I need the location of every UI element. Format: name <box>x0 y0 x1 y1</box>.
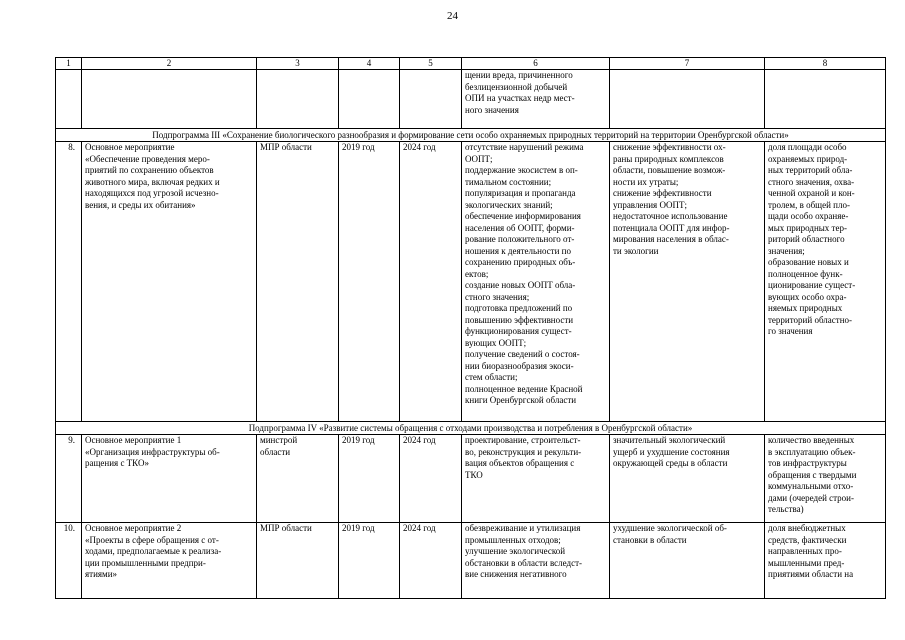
indicators: доля площади особо охраняемых природ- ных территорий обла- стного значения, охва- ченной охраной и кон- тролем, в общей пло- щади особо охраняе- мых природных тер- риторий областного значения; образование новых и полноценное функ- ционирование сущест- вующих особо охра- няемых природных территорий областно- го значения <box>765 142 886 422</box>
end-year: 2024 год <box>400 142 462 422</box>
header-cell: 6 <box>462 58 610 70</box>
measures-table <box>55 57 886 599</box>
table-cell <box>339 70 400 129</box>
measure-name: Основное мероприятие «Обеспечение проведения меро- приятий по сохранению объектов животного мира, включая редких и находящихся под угрозой исчезно- вения, и среды их обитания» <box>82 142 257 422</box>
table-row <box>56 435 886 523</box>
expected-result: проектирование, строительст- во, реконструкция и рекульти- вация объектов обращения с ТКО <box>462 435 610 523</box>
executor: МПР области <box>257 142 339 422</box>
table-cell <box>82 70 257 129</box>
measure-name: Основное мероприятие 2 «Проекты в сфере обращения с от- ходами, предполагаемые к реализа- ции промышленными предпри- ятиями» <box>82 523 257 599</box>
expected-result: отсутствие нарушений режима ООПТ; поддержание экосистем в оп- тимальном состоянии; популяризация и пропаганда экологических знаний; обеспечение информирования населения об ООПТ, форми- рование положительного от- ношения к деятельности по сохранению природных объ- ектов; создание новых ООПТ обла- стного значения; подготовка предложений по повышению эффективности функционирования сущест- вующих ООПТ; получение сведений о состоя- нии биоразнообразия экоси- стем области; полноценное ведение Красной книги Оренбургской области <box>462 142 610 422</box>
end-year: 2024 год <box>400 435 462 523</box>
end-year: 2024 год <box>400 523 462 599</box>
table-cell <box>56 70 82 129</box>
consequences: значительный экологический ущерб и ухудшение состояния окружающей среды в области <box>610 435 765 523</box>
measure-name: Основное мероприятие 1 «Организация инфраструктуры об- ращения с ТКО» <box>82 435 257 523</box>
table-cell <box>610 70 765 129</box>
header-row <box>56 58 886 70</box>
indicators: количество введенных в эксплуатацию объек- тов инфраструктуры обращения с твердыми коммунальными отхо- дами (очередей строи- тельства) <box>765 435 886 523</box>
expected-result: обезвреживание и утилизация промышленных отходов; улучшение экологической обстановки в области вследст- вие снижения негативного <box>462 523 610 599</box>
page-number: 24 <box>447 10 458 22</box>
indicators: доля внебюджетных средств, фактически направленных про- мышленными пред- приятиями области на <box>765 523 886 599</box>
executor: минстрой области <box>257 435 339 523</box>
start-year: 2019 год <box>339 142 400 422</box>
header-cell: 8 <box>765 58 886 70</box>
executor: МПР области <box>257 523 339 599</box>
continuation-row <box>56 70 886 129</box>
header-cell: 3 <box>257 58 339 70</box>
table-cell-results: щении вреда, причиненного безлицензионной добычей ОПИ на участках недр мест- ного значения <box>462 70 610 129</box>
subprogram-row <box>56 422 886 435</box>
start-year: 2019 год <box>339 435 400 523</box>
consequences: снижение эффективности ох- раны природных комплексов области, повышение возмож- ности их утраты; снижение эффективности управления ООПТ; недостаточное использование потенциала ООПТ для инфор- мирования населения в облас- ти экологии <box>610 142 765 422</box>
subprogram-row <box>56 129 886 142</box>
header-cell: 2 <box>82 58 257 70</box>
subprogram-3-title: Подпрограмма III «Сохранение биологического разнообразия и формирование сети особо охраняемых природных территорий на территории Оренбургской области» <box>56 129 886 142</box>
table-cell <box>765 70 886 129</box>
start-year: 2019 год <box>339 523 400 599</box>
row-number: 10. <box>56 523 82 599</box>
header-cell: 4 <box>339 58 400 70</box>
table-cell <box>257 70 339 129</box>
table-row <box>56 523 886 599</box>
header-cell: 5 <box>400 58 462 70</box>
subprogram-4-title: Подпрограмма IV «Развитие системы обращения с отходами производства и потребления в Оренбургской области» <box>56 422 886 435</box>
consequences: ухудшение экологической об- становки в области <box>610 523 765 599</box>
row-number: 8. <box>56 142 82 422</box>
table-cell <box>400 70 462 129</box>
header-cell: 1 <box>56 58 82 70</box>
row-number: 9. <box>56 435 82 523</box>
table-row <box>56 142 886 422</box>
header-cell: 7 <box>610 58 765 70</box>
